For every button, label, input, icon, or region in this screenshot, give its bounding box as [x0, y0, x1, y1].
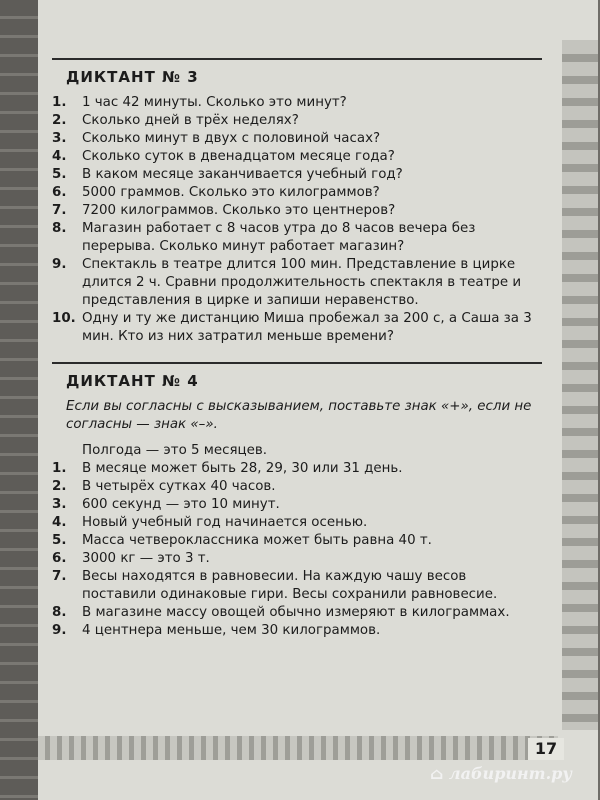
item-text: Сколько суток в двенадцатом месяце года?: [82, 149, 395, 164]
item-number: 1.: [52, 95, 67, 110]
item-text: Весы находятся в равновесии. На каждую чашу весов поставили одинаковые гири. Весы сохранили равновесие.: [82, 569, 498, 602]
list-item: [52, 148, 542, 166]
page-gutter: [0, 0, 38, 800]
item-number: 5.: [52, 167, 67, 182]
item-text: В месяце может быть 28, 29, 30 или 31 день.: [82, 461, 403, 476]
item-number: 8.: [52, 221, 67, 236]
list-item: [52, 130, 542, 148]
item-number: 2.: [52, 113, 67, 128]
item-text: Масса четвероклассника может быть равна 40 т.: [82, 533, 432, 548]
item-text: 3000 кг — это 3 т.: [82, 551, 210, 566]
list-item: [52, 256, 542, 310]
item-number: 4.: [52, 149, 67, 164]
item-number: 8.: [52, 605, 67, 620]
list-item: [52, 478, 542, 496]
item-number: 5.: [52, 533, 67, 548]
list-item: [52, 220, 542, 256]
item-text: Новый учебный год начинается осенью.: [82, 515, 368, 530]
item-text: 5000 граммов. Сколько это килограммов?: [82, 185, 380, 200]
dictation-4-title: ДИКТАНТ № 4: [66, 372, 199, 390]
section-divider: [52, 362, 542, 364]
item-text: 1 час 42 минуты. Сколько это минут?: [82, 95, 347, 110]
dictation-4-instruction: Если вы согласны с высказыванием, поставьте знак «+», если не согласны — знак «–».: [66, 399, 532, 432]
page-number: 17: [528, 738, 564, 760]
item-number: 1.: [52, 461, 67, 476]
item-text: 7200 килограммов. Сколько это центнеров?: [82, 203, 396, 218]
list-item: [52, 532, 542, 550]
list-item: [52, 514, 542, 532]
dictation-4-list: [52, 460, 542, 640]
decorative-film-strip-right: [562, 40, 598, 730]
item-number: 6.: [52, 185, 67, 200]
item-number: 7.: [52, 203, 67, 218]
dictation-3-list: [52, 94, 542, 346]
list-item: [52, 604, 542, 622]
item-text: 4 центнера меньше, чем 30 килограммов.: [82, 623, 381, 638]
list-item: [52, 568, 542, 604]
item-text: Сколько дней в трёх неделях?: [82, 113, 299, 128]
item-text: Спектакль в театре длится 100 мин. Представление в цирке длится 2 ч. Сравни продолжительность спектакля в театре и представления в цирке и запиши неравенство.: [82, 257, 522, 308]
item-text: Сколько минут в двух с половиной часах?: [82, 131, 381, 146]
item-number: 6.: [52, 551, 67, 566]
item-number: 4.: [52, 515, 67, 530]
decorative-film-strip-bottom: [38, 736, 558, 760]
list-item: [52, 94, 542, 112]
page-content: [52, 52, 542, 640]
item-text: В четырёх сутках 40 часов.: [82, 479, 276, 494]
dictation-3-title: ДИКТАНТ № 3: [66, 68, 199, 86]
list-item: [52, 460, 542, 478]
item-number: 3.: [52, 497, 67, 512]
list-item: [52, 496, 542, 514]
item-number: 7.: [52, 569, 67, 584]
dictation-4-lead-statement: Полгода — это 5 месяцев.: [82, 443, 268, 458]
list-item: [52, 166, 542, 184]
item-text: В магазине массу овощей обычно измеряют в килограммах.: [82, 605, 510, 620]
list-item: [52, 550, 542, 568]
item-text: Магазин работает с 8 часов утра до 8 часов вечера без перерыва. Сколько минут работает магазин?: [82, 221, 476, 254]
list-item: [52, 202, 542, 220]
list-item: [52, 112, 542, 130]
item-text: Одну и ту же дистанцию Миша пробежал за 200 с, а Саша за 3 мин. Кто из них затратил меньше времени?: [82, 311, 532, 344]
item-text: В каком месяце заканчивается учебный год?: [82, 167, 403, 182]
list-item: [52, 622, 542, 640]
list-item: [52, 310, 542, 346]
list-item: [52, 184, 542, 202]
item-number: 9.: [52, 257, 67, 272]
item-number: 3.: [52, 131, 67, 146]
item-number: 10.: [52, 311, 76, 326]
watermark: ⌂ лабиринт.ру: [430, 764, 572, 783]
item-number: 9.: [52, 623, 67, 638]
item-text: 600 секунд — это 10 минут.: [82, 497, 280, 512]
section-divider: [52, 58, 542, 60]
item-number: 2.: [52, 479, 67, 494]
